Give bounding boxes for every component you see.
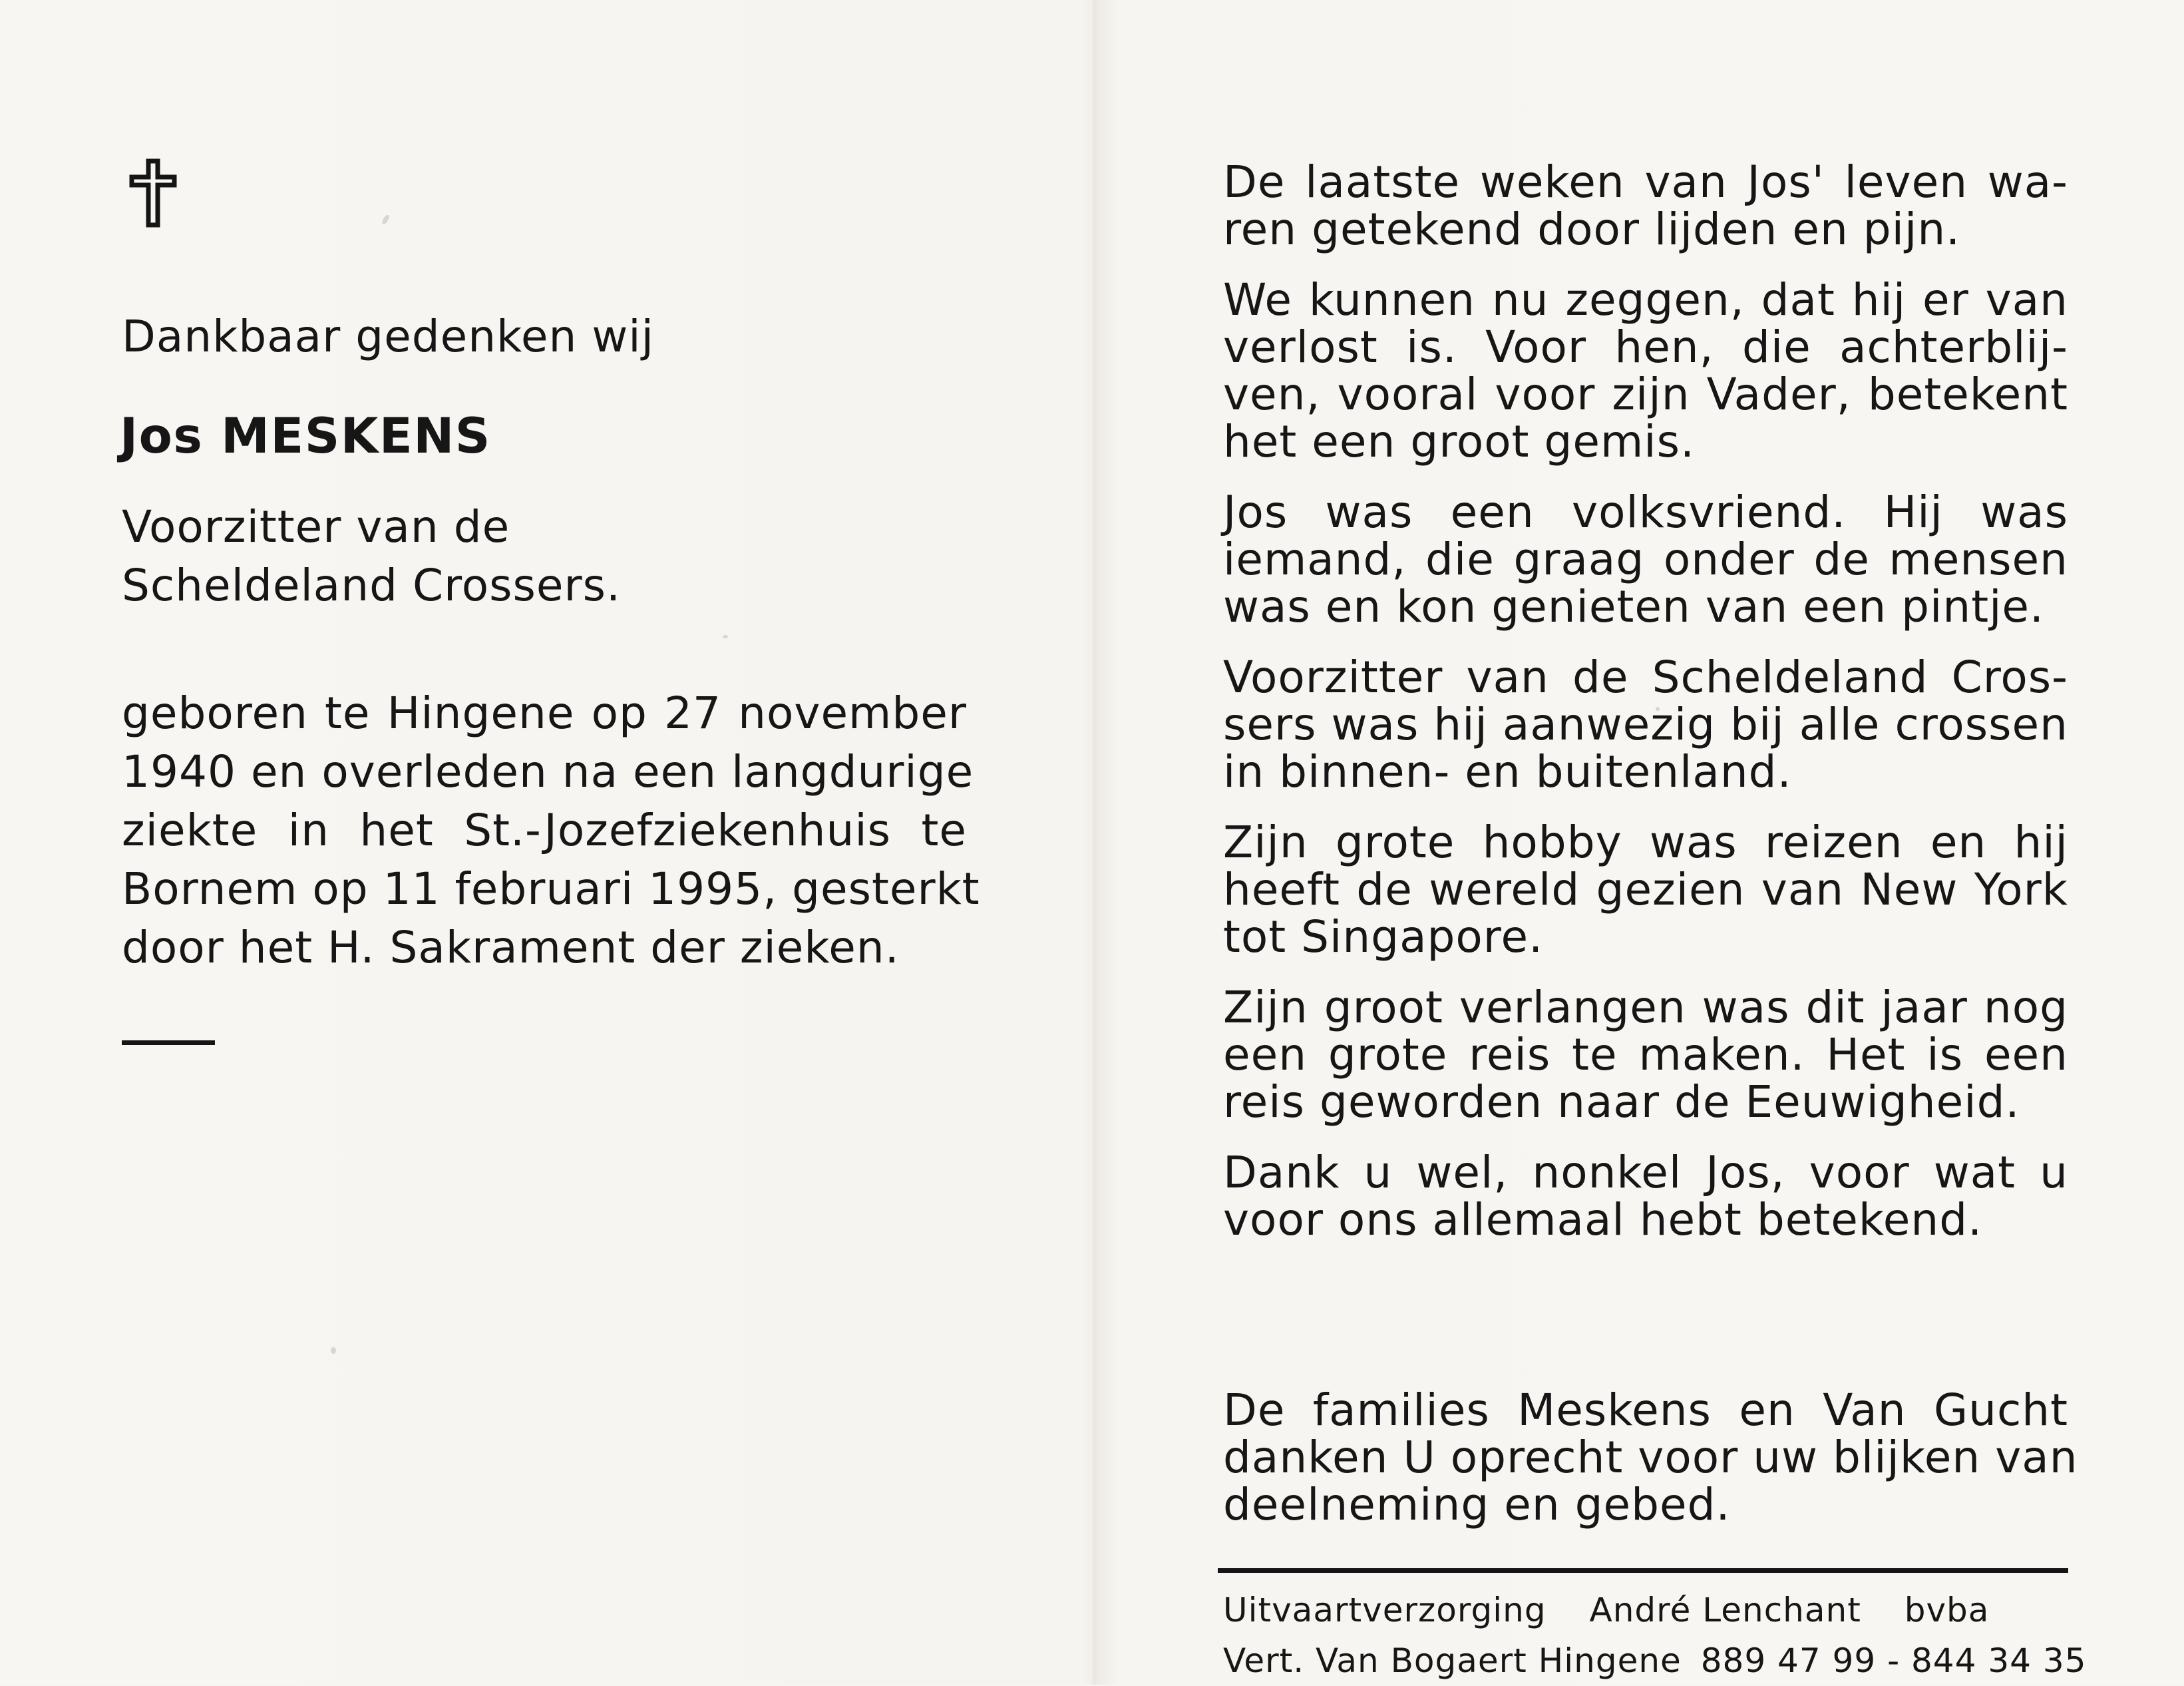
biography-line: 1940 en overleden na een langdurige — [122, 746, 974, 797]
tribute-paragraph — [1223, 489, 2068, 630]
latin-cross-icon — [128, 158, 178, 228]
footer-rule — [1218, 1568, 2068, 1573]
biography-line: Bornem op 11 februari 1995, gesterkt — [122, 863, 980, 915]
tribute-line: Voorzitter van de Scheldeland Cros- — [1223, 652, 2068, 703]
company-name: André Lenchant — [1589, 1591, 1861, 1629]
tribute-line: De laatste weken van Jos' leven wa- — [1223, 156, 2068, 208]
section-divider — [122, 1040, 215, 1045]
role-line: Scheldeland Crossers. — [122, 560, 621, 611]
tribute-line: tot Singapore. — [1223, 911, 1544, 962]
tribute-line: in binnen- en buitenland. — [1223, 746, 1792, 797]
tribute-line: iemand, die graag onder de mensen — [1223, 534, 2068, 585]
tribute-text — [1223, 158, 2068, 1267]
tribute-line: Zijn groot verlangen was dit jaar nog — [1223, 982, 2068, 1033]
families-line: danken U oprecht voor uw blijken van — [1223, 1432, 2078, 1483]
biography-line: geboren te Hingene op 27 november — [122, 688, 967, 739]
role-line: Voorzitter van de — [122, 501, 510, 552]
paper-speck — [381, 214, 390, 225]
tribute-line: voor ons allemaal hebt betekend. — [1223, 1194, 1983, 1245]
tribute-line: het een groot gemis. — [1223, 416, 1696, 467]
paper-speck — [723, 635, 728, 638]
tribute-paragraph — [1223, 1149, 2068, 1243]
tribute-line: Dank u wel, nonkel Jos, voor wat u — [1223, 1147, 2068, 1198]
company-suffix: bvba — [1904, 1591, 1990, 1629]
agent-line — [1223, 1635, 2087, 1686]
biography-block — [122, 684, 980, 977]
tribute-line: ren getekend door lijden en pijn. — [1223, 204, 1961, 255]
tribute-line: reis geworden naar de Eeuwigheid. — [1223, 1076, 2020, 1128]
tribute-paragraph — [1223, 984, 2068, 1126]
agent-name: Vert. Van Bogaert Hingene — [1223, 1641, 1682, 1680]
tribute-paragraph — [1223, 654, 2068, 795]
tribute-line: We kunnen nu zeggen, dat hij er van — [1223, 274, 2068, 325]
funeral-service-footer — [1223, 1585, 2087, 1686]
card-fold — [1091, 0, 1098, 1685]
deceased-name: Jos MESKENS — [120, 408, 491, 465]
tribute-line: ven, vooral voor zijn Vader, betekent — [1223, 369, 2068, 420]
tribute-line: heeft de wereld gezien van New York — [1223, 864, 2068, 915]
families-line: deelneming en gebed. — [1223, 1479, 1731, 1530]
families-line: De families Meskens en Van Gucht — [1223, 1384, 2068, 1436]
tribute-line: sers was hij aanwezig bij alle crossen — [1223, 699, 2068, 750]
phone-numbers: 889 47 99 - 844 34 35 — [1700, 1641, 2087, 1680]
funeral-service-line — [1223, 1585, 2048, 1635]
tribute-line: verlost is. Voor hen, die achterblij- — [1223, 321, 2068, 373]
biography-line: door het H. Sakrament der zieken. — [122, 922, 900, 973]
tribute-paragraph — [1223, 158, 2068, 253]
intro-text: Dankbaar gedenken wij — [122, 311, 654, 362]
tribute-line: Zijn grote hobby was reizen en hij — [1223, 817, 2068, 868]
role-block — [122, 498, 621, 615]
biography-line: ziekte in het St.-Jozefziekenhuis te — [122, 805, 967, 856]
paper-speck — [331, 1347, 336, 1354]
families-thanks — [1223, 1384, 2078, 1530]
tribute-paragraph — [1223, 276, 2068, 465]
service-type: Uitvaartverzorging — [1223, 1591, 1547, 1629]
tribute-paragraph — [1223, 819, 2068, 960]
tribute-line: een grote reis te maken. Het is een — [1223, 1029, 2068, 1080]
tribute-line: was en kon genieten van een pintje. — [1223, 581, 2045, 632]
tribute-line: Jos was een volksvriend. Hij was — [1223, 487, 2068, 538]
